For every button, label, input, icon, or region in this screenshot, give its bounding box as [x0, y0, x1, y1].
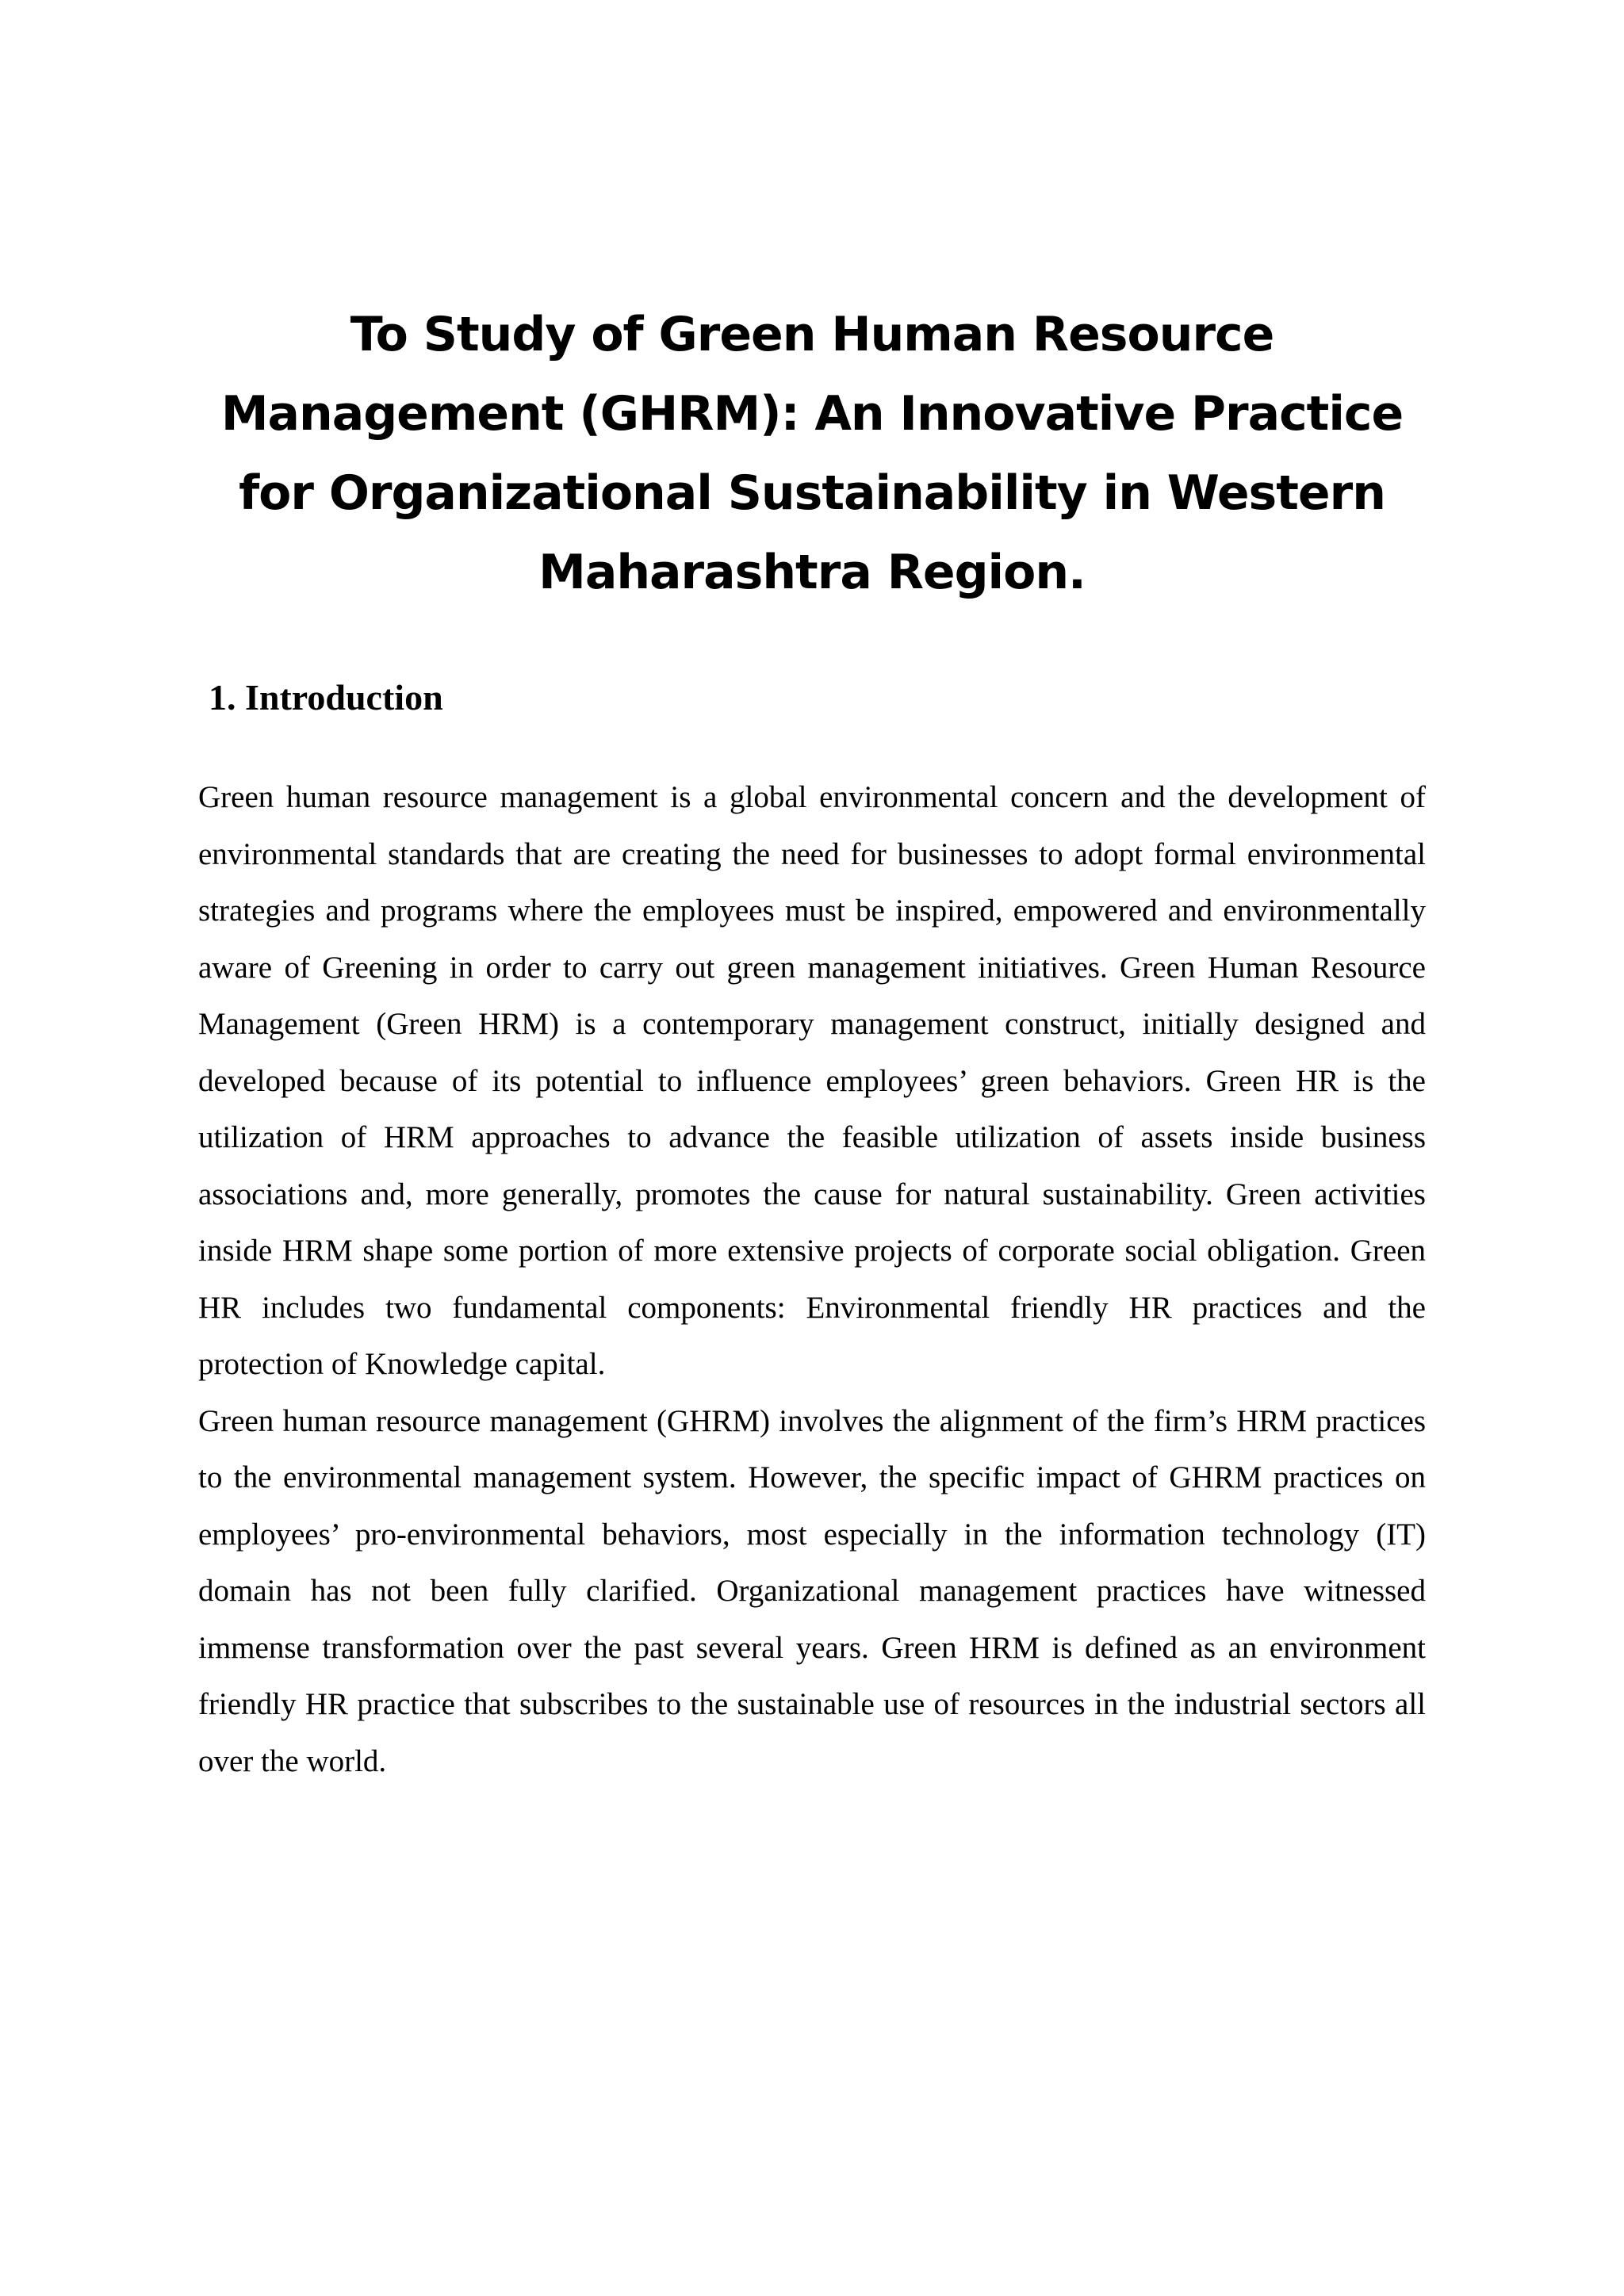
paragraph-2: Green human resource management (GHRM) involves the alignment of the firm’s HRM practices to the environmental management system. However, the specific impact of GHRM practices on employees’ pro-environmental behaviors, most especially in the information technology (IT) domain has not been fully clarified. Organizational management practices have witnessed immense transformation over the past several years. Green HRM is defined as an environment friendly HR practice that subscribes to the sustainable use of resources in the industrial sectors all over the world. — [198, 1403, 1426, 1778]
section-heading-introduction: 1. Introduction — [209, 677, 443, 718]
paragraph-1: Green human resource management is a global environmental concern and the development of environmental standards that are creating the need for businesses to adopt formal environmental strategies and programs where the employees must be inspired, empowered and environmentally aware of Greening in order to carry out green management initiatives. Green Human Resource Management (Green HRM) is a contemporary management construct, initially designed and developed because of its potential to influence employees’ green behaviors. Green HR is the utilization of HRM approaches to advance the feasible utilization of assets inside business associations and, more generally, promotes the cause for natural sustainability. Green activities inside HRM shape some portion of more extensive projects of corporate social obligation. Green HR includes two fundamental components: Environmental friendly HR practices and the protection of Knowledge capital. — [198, 780, 1426, 1381]
introduction-body — [198, 769, 1426, 1789]
paper-title: To Study of Green Human Resource Management (GHRM): An Innovative Practice for Organizational Sustainability in Western Maharashtra Region. — [220, 307, 1404, 600]
